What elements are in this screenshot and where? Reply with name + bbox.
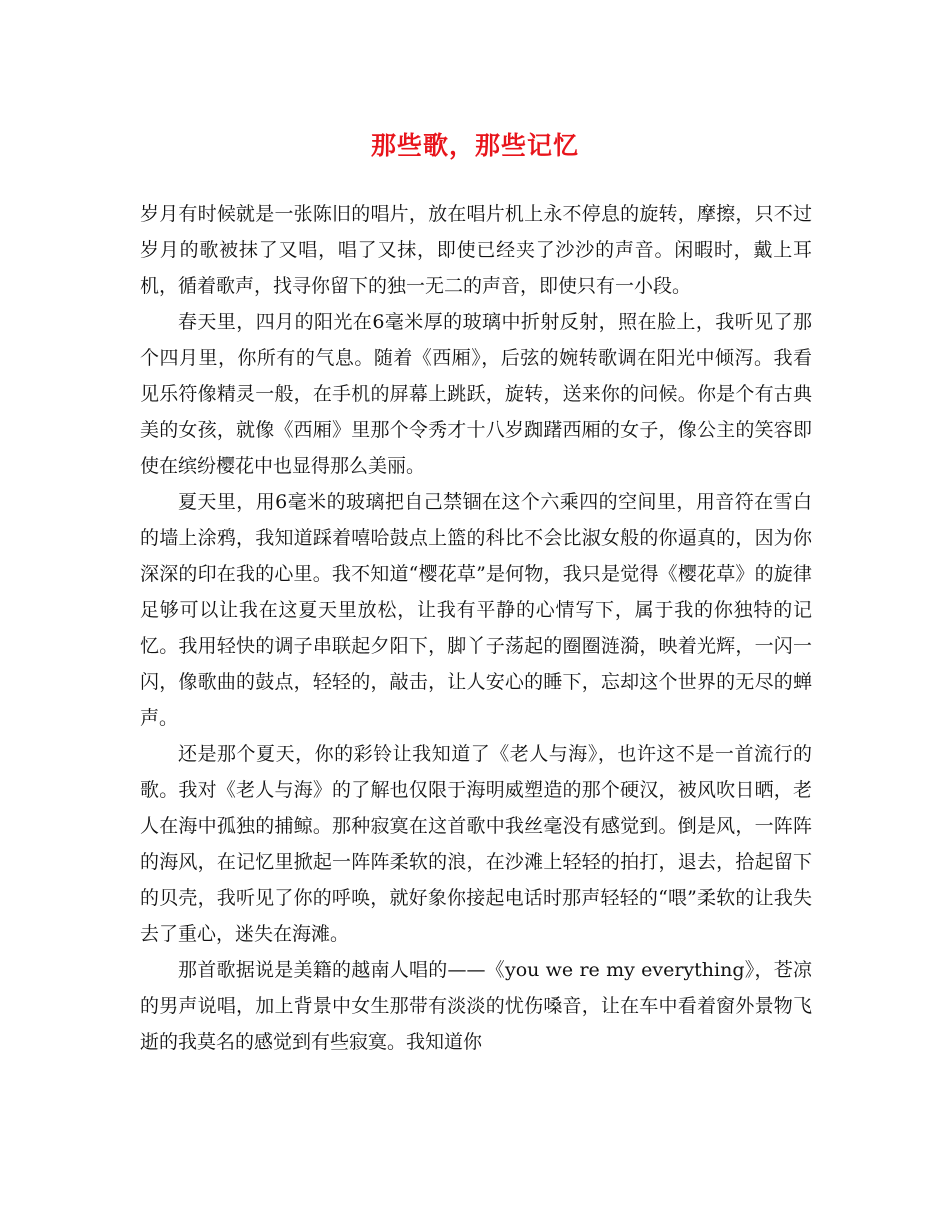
page-title: 那些歌，那些记忆 bbox=[370, 131, 579, 160]
paragraph-4: 还是那个夏天，你的彩铃让我知道了《老人与海》，也许这不是一首流行的歌。我对《老人与海》的了解也仅限于海明威塑造的那个硬汉，被风吹日晒，老人在海中孤独的捕鲸。那种寂寞在这首歌中我丝毫没有感觉到。倒是风，一阵阵的海风，在记忆里掀起一阵阵柔软的浪，在沙滩上轻轻的拍打，退去，拾起留下的贝壳，我听见了你的呼唤，就好象你接起电话时那声轻轻的“喂”柔软的让我失去了重心，迷失在海滩。 bbox=[140, 743, 812, 945]
paragraph-5: 那首歌据说是美籍的越南人唱的——《you we re my everything》，苍凉的男声说唱，加上背景中女生那带有淡淡的忧伤嗓音，让在车中看着窗外景物飞逝的我莫名的感觉到有些寂寞。我知道你 bbox=[140, 959, 812, 1053]
document-body bbox=[140, 196, 812, 1060]
paragraph-2: 春天里，四月的阳光在6毫米厚的玻璃中折射反射，照在脸上，我听见了那个四月里，你所有的气息。随着《西厢》，后弦的婉转歌调在阳光中倾泻。我看见乐符像精灵一般，在手机的屏幕上跳跃，旋转，送来你的问候。你是个有古典美的女孩，就像《西厢》里那个令秀才十八岁踟躇西厢的女子，像公主的笑容即使在缤纷樱花中也显得那么美丽。 bbox=[140, 311, 812, 477]
paragraph-1: 岁月有时候就是一张陈旧的唱片，放在唱片机上永不停息的旋转，摩擦，只不过岁月的歌被抹了又唱，唱了又抹，即使已经夹了沙沙的声音。闲暇时，戴上耳机，循着歌声，找寻你留下的独一无二的声音，即使只有一小段。 bbox=[140, 203, 812, 297]
paragraph-3: 夏天里，用6毫米的玻璃把自己禁锢在这个六乘四的空间里，用音符在雪白的墙上涂鸦，我知道踩着嘻哈鼓点上篮的科比不会比淑女般的你逼真的，因为你深深的印在我的心里。我不知道“樱花草”是何物，我只是觉得《樱花草》的旋律足够可以让我在这夏天里放松，让我有平静的心情写下，属于我的你独特的记忆。我用轻快的调子串联起夕阳下，脚丫子荡起的圈圈涟漪，映着光辉，一闪一闪，像歌曲的鼓点，轻轻的，敲击，让人安心的睡下，忘却这个世界的无尽的蝉声。 bbox=[140, 491, 812, 729]
